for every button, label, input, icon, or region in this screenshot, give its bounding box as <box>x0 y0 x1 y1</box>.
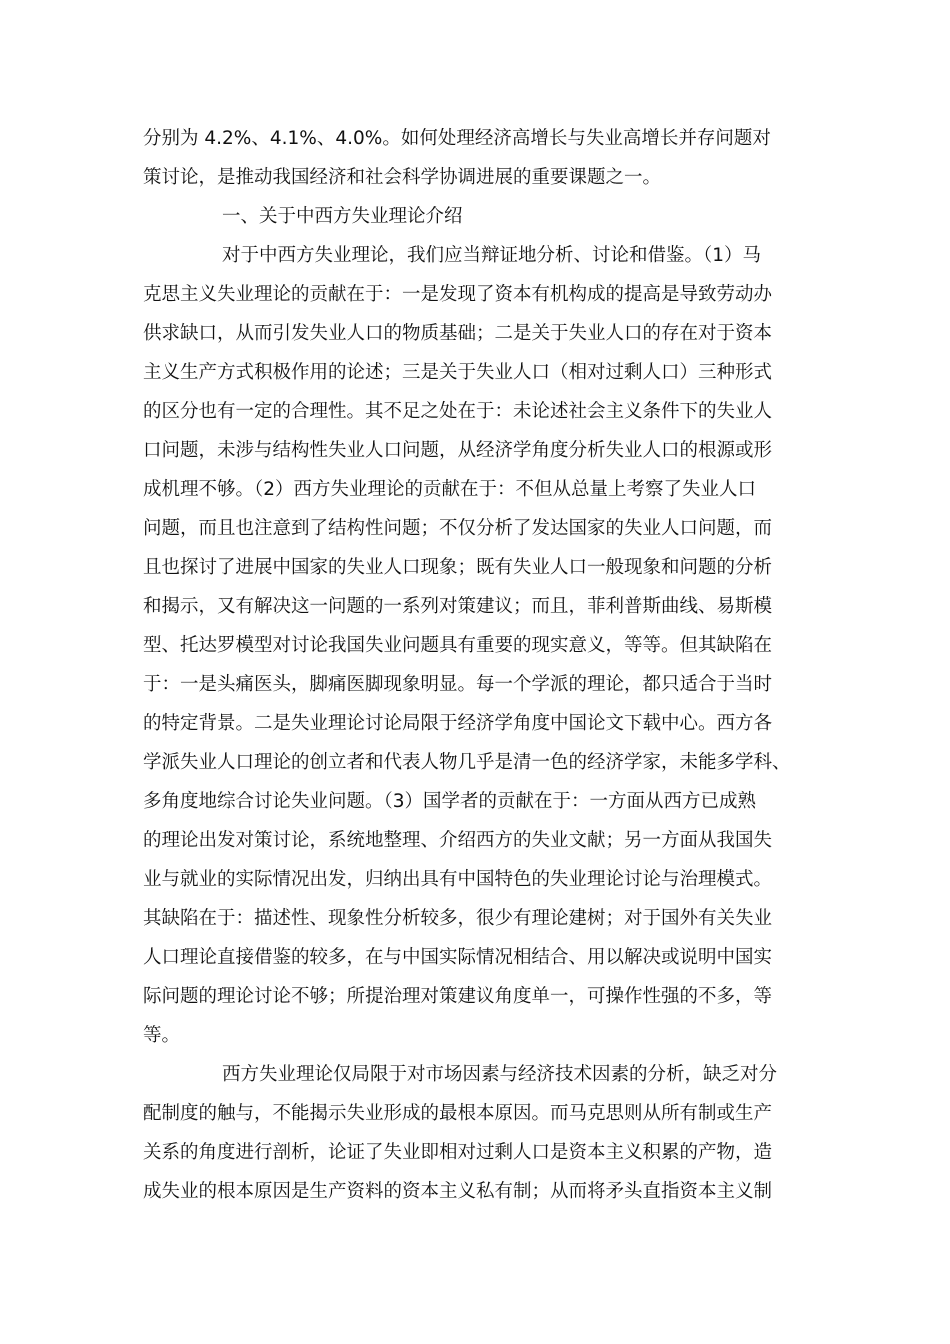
text-line: 的区分也有一定的合理性。其不足之处在于：未论述社会主义条件下的失业人 <box>143 401 773 422</box>
text-line: 学派失业人口理论的创立者和代表人物几乎是清一色的经济学家，未能多学科、 <box>143 752 791 773</box>
text-line: 的特定背景。二是失业理论讨论局限于经济学角度中国论文下载中心。西方各 <box>143 713 773 734</box>
text-line: 人口理论直接借鉴的较多，在与中国实际情况相结合、用以解决或说明中国实 <box>143 947 773 968</box>
text-line: 问题，而且也注意到了结构性问题；不仅分析了发达国家的失业人口问题，而 <box>143 518 773 539</box>
text-line: 配制度的触与，不能揭示失业形成的最根本原因。而马克思则从所有制或生产 <box>143 1103 773 1124</box>
text-line: 口问题，未涉与结构性失业人口问题，从经济学角度分析失业人口的根源或形 <box>143 440 773 461</box>
text-line: 对于中西方失业理论，我们应当辩证地分析、讨论和借鉴。（1）马 <box>222 245 762 266</box>
text-line: 型、托达罗模型对讨论我国失业问题具有重要的现实意义，等等。但其缺陷在 <box>143 635 773 656</box>
text-line: 等。 <box>143 1025 181 1046</box>
text-line: 成失业的根本原因是生产资料的资本主义私有制；从而将矛头直指资本主义制 <box>143 1181 773 1202</box>
text-line: 且也探讨了进展中国家的失业人口现象；既有失业人口一般现象和问题的分析 <box>143 557 773 578</box>
text-line: 分别为 4.2%、4.1%、4.0%。如何处理经济高增长与失业高增长并存问题对 <box>143 128 771 149</box>
text-line: 供求缺口，从而引发失业人口的物质基础；二是关于失业人口的存在对于资本 <box>143 323 773 344</box>
text-line: 于：一是头痛医头，脚痛医脚现象明显。每一个学派的理论，都只适合于当时 <box>143 674 773 695</box>
text-line: 多角度地综合讨论失业问题。（3）国学者的贡献在于：一方面从西方已成熟 <box>143 791 757 812</box>
text-line: 主义生产方式积极作用的论述；三是关于失业人口（相对过剩人口）三种形式 <box>143 362 773 383</box>
text-line: 际问题的理论讨论不够；所提治理对策建议角度单一，可操作性强的不多，等 <box>143 986 773 1007</box>
section-heading: 一、关于中西方失业理论介绍 <box>222 206 463 227</box>
text-line: 成机理不够。（2）西方失业理论的贡献在于：不但从总量上考察了失业人口 <box>143 479 757 500</box>
text-line: 的理论出发对策讨论，系统地整理、介绍西方的失业文献；另一方面从我国失 <box>143 830 773 851</box>
text-line: 策讨论，是推动我国经济和社会科学协调进展的重要课题之一。 <box>143 167 662 188</box>
text-line: 其缺陷在于：描述性、现象性分析较多，很少有理论建树；对于国外有关失业 <box>143 908 773 929</box>
text-line: 业与就业的实际情况出发，归纳出具有中国特色的失业理论讨论与治理模式。 <box>143 869 773 890</box>
text-line: 和揭示，又有解决这一问题的一系列对策建议；而且，菲利普斯曲线、易斯模 <box>143 596 773 617</box>
text-line: 关系的角度进行剖析，论证了失业即相对过剩人口是资本主义积累的产物，造 <box>143 1142 773 1163</box>
text-line: 西方失业理论仅局限于对市场因素与经济技术因素的分析，缺乏对分 <box>222 1064 778 1085</box>
text-line: 克思主义失业理论的贡献在于：一是发现了资本有机构成的提高是导致劳动办 <box>143 284 773 305</box>
